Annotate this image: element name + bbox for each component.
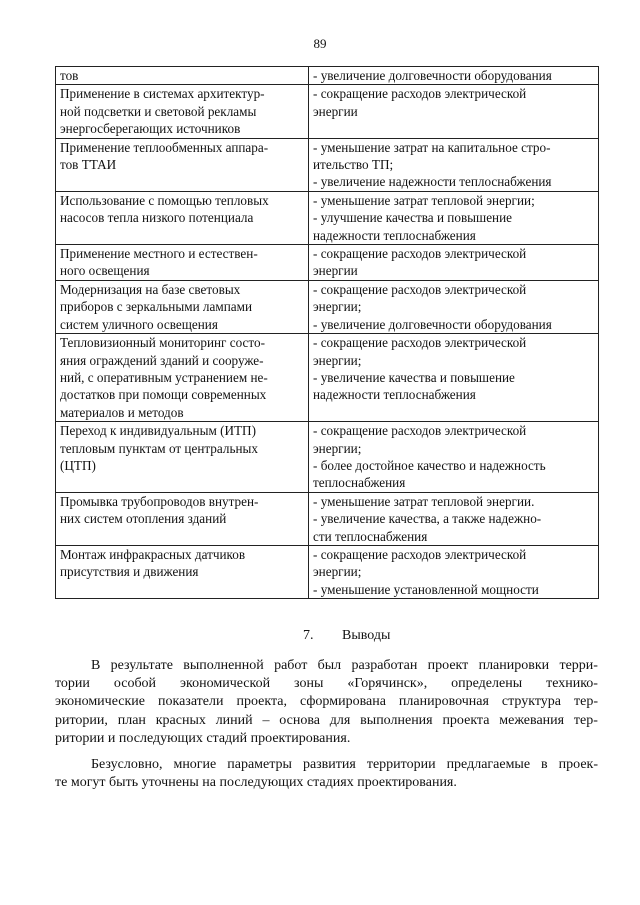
- cell-line: ительство ТП;: [313, 157, 394, 173]
- effect-cell: [309, 245, 599, 281]
- table-row: [56, 422, 599, 493]
- cell-line: энергии: [313, 103, 358, 119]
- cell-line: энергии;: [313, 440, 362, 456]
- cell-line: (ЦТП): [60, 457, 96, 473]
- cell-line: Использование с помощью тепловых: [60, 192, 269, 208]
- cell-line: - уменьшение затрат тепловой энергии.: [313, 493, 535, 509]
- paragraph-line: [55, 657, 598, 675]
- word: особой: [113, 676, 157, 692]
- measures-table: [55, 66, 599, 599]
- cell-line: ний, с оперативным устранением не-: [60, 369, 268, 385]
- word: результате: [110, 658, 173, 673]
- cell-line: яния ограждений зданий и сооруже-: [60, 352, 264, 368]
- cell-line: Монтаж инфракрасных датчиков: [60, 546, 246, 562]
- cell-line: ного освещения: [60, 263, 150, 279]
- word: структура: [501, 694, 561, 710]
- effect-cell: [309, 67, 599, 85]
- word: тер-: [573, 712, 598, 728]
- cell-line: тов: [60, 68, 79, 83]
- cell-line: - увеличение надежности теплоснабжения: [313, 174, 552, 190]
- effect-cell: [309, 85, 599, 138]
- effect-cell: [309, 191, 599, 244]
- table-row: [56, 67, 599, 85]
- word: экономической: [180, 676, 271, 692]
- word: параметры: [227, 757, 292, 772]
- word: линий: [215, 712, 253, 728]
- word: планировки: [478, 658, 550, 673]
- cell-line: энергии;: [313, 299, 362, 315]
- cell-line: сти теплоснабжения: [313, 528, 428, 544]
- cell-line: энергосберегающих источников: [60, 121, 241, 137]
- table-row: [56, 492, 599, 545]
- section-title: Выводы: [342, 628, 391, 643]
- section-number: 7.: [303, 628, 314, 643]
- table-row: [56, 280, 599, 333]
- cell-line: Применение в системах архитектур-: [60, 86, 265, 102]
- paragraph-line: [55, 693, 598, 711]
- word: технико-: [546, 676, 598, 692]
- effect-cell: [309, 492, 599, 545]
- word: выполнения: [360, 712, 433, 728]
- word: В: [91, 658, 101, 673]
- cell-line: - уменьшение затрат на капитальное стро-: [313, 139, 551, 155]
- measure-cell: [56, 492, 309, 545]
- cell-line: присутствия и движения: [60, 564, 199, 580]
- measure-cell: [56, 280, 309, 333]
- effect-cell: [309, 545, 599, 598]
- word: проек-: [558, 757, 598, 772]
- cell-line: тепловым пунктам от центральных: [60, 440, 258, 456]
- cell-line: надежности теплоснабжения: [313, 387, 476, 403]
- cell-line: - увеличение качества, а также надежно-: [313, 511, 542, 527]
- word: основа: [279, 712, 320, 728]
- cell-line: Переход к индивидуальным (ИТП): [60, 423, 256, 439]
- word: работ: [274, 658, 308, 673]
- table-row: [56, 138, 599, 191]
- cell-line: приборов с зеркальными лампами: [60, 299, 253, 315]
- paragraph-line: ритории и последующих стадий проектирования.: [55, 730, 351, 746]
- cell-line: - увеличение долговечности оборудования: [313, 316, 552, 332]
- word: планировочная: [398, 694, 489, 710]
- cell-line: - сокращение расходов электрической: [313, 246, 527, 262]
- cell-line: - сокращение расходов электрической: [313, 423, 527, 439]
- word: зоны: [294, 676, 324, 692]
- cell-line: - уменьшение установленной мощности: [313, 581, 539, 597]
- measure-cell: [56, 422, 309, 493]
- word: сформирована: [299, 694, 386, 710]
- word: тории: [55, 676, 90, 692]
- cell-line: надежности теплоснабжения: [313, 227, 476, 243]
- cell-line: - более достойное качество и надежность: [313, 457, 546, 473]
- cell-line: ной подсветки и световой рекламы: [60, 103, 257, 119]
- cell-line: Применение местного и естествен-: [60, 246, 258, 262]
- word: красных: [155, 712, 206, 728]
- effect-cell: [309, 334, 599, 422]
- table-row: [56, 334, 599, 422]
- cell-line: - сокращение расходов электрической: [313, 281, 527, 297]
- paragraph-line: [55, 675, 598, 693]
- cell-line: Тепловизионный мониторинг состо-: [60, 335, 265, 351]
- conclusion-paragraph-1: [55, 657, 598, 748]
- cell-line: энергии: [313, 263, 358, 279]
- cell-line: теплоснабжения: [313, 475, 406, 491]
- word: межевания: [499, 712, 565, 728]
- word: в: [541, 757, 548, 772]
- cell-line: материалов и методов: [60, 404, 184, 420]
- cell-line: систем уличного освещения: [60, 316, 218, 332]
- measure-cell: [56, 334, 309, 422]
- word: разработан: [351, 658, 418, 673]
- cell-line: - уменьшение затрат тепловой энергии;: [313, 192, 535, 208]
- word: выполненной: [183, 658, 264, 673]
- cell-line: Модернизация на базе световых: [60, 281, 241, 297]
- cell-line: них систем отопления зданий: [60, 511, 227, 527]
- cell-line: тов ТТАИ: [60, 157, 117, 173]
- page-number: 89: [313, 36, 327, 51]
- word: многие: [173, 757, 217, 772]
- measure-cell: [56, 191, 309, 244]
- word: экономические: [55, 694, 146, 710]
- cell-line: достатков при помощи современных: [60, 387, 267, 403]
- effect-cell: [309, 138, 599, 191]
- measure-cell: [56, 245, 309, 281]
- measures-table-body: [56, 67, 599, 599]
- word: проекта,: [236, 694, 287, 710]
- word: определены: [451, 676, 523, 692]
- word: развития: [302, 757, 356, 772]
- measure-cell: [56, 138, 309, 191]
- measure-cell: [56, 67, 309, 85]
- word: территории: [366, 757, 436, 772]
- cell-line: насосов тепла низкого потенциала: [60, 210, 254, 226]
- table-row: [56, 85, 599, 138]
- paragraph-line: [55, 712, 598, 730]
- cell-line: - сокращение расходов электрической: [313, 335, 527, 351]
- effect-cell: [309, 280, 599, 333]
- paragraph-line: те могут быть уточнены на последующих стадиях проектирования.: [55, 775, 457, 791]
- word: «Горячинск»,: [347, 676, 428, 692]
- effect-cell: [309, 422, 599, 493]
- word: план: [117, 712, 146, 728]
- cell-line: энергии;: [313, 352, 362, 368]
- conclusion-paragraph-2: [55, 756, 598, 792]
- cell-line: энергии;: [313, 564, 362, 580]
- word: терри-: [559, 658, 598, 673]
- word: тер-: [573, 694, 598, 710]
- word: ритории,: [55, 712, 108, 728]
- table-row: [56, 191, 599, 244]
- cell-line: - увеличение качества и повышение: [313, 369, 515, 385]
- measure-cell: [56, 85, 309, 138]
- word: проекта: [442, 712, 490, 728]
- table-row: [56, 245, 599, 281]
- cell-line: - сокращение расходов электрической: [313, 546, 527, 562]
- word: –: [262, 712, 270, 728]
- word: был: [317, 658, 342, 673]
- measure-cell: [56, 545, 309, 598]
- cell-line: - сокращение расходов электрической: [313, 86, 527, 102]
- paragraph-line: [55, 756, 598, 774]
- word: Безусловно,: [91, 757, 163, 772]
- table-row: [56, 545, 599, 598]
- word: проект: [427, 658, 469, 673]
- word: предлагаемые: [446, 757, 531, 772]
- cell-line: - увеличение долговечности оборудования: [313, 68, 552, 83]
- word: для: [329, 712, 351, 728]
- cell-line: Промывка трубопроводов внутрен-: [60, 493, 259, 509]
- cell-line: Применение теплообменных аппара-: [60, 139, 269, 155]
- word: показатели: [158, 694, 224, 710]
- cell-line: - улучшение качества и повышение: [313, 210, 513, 226]
